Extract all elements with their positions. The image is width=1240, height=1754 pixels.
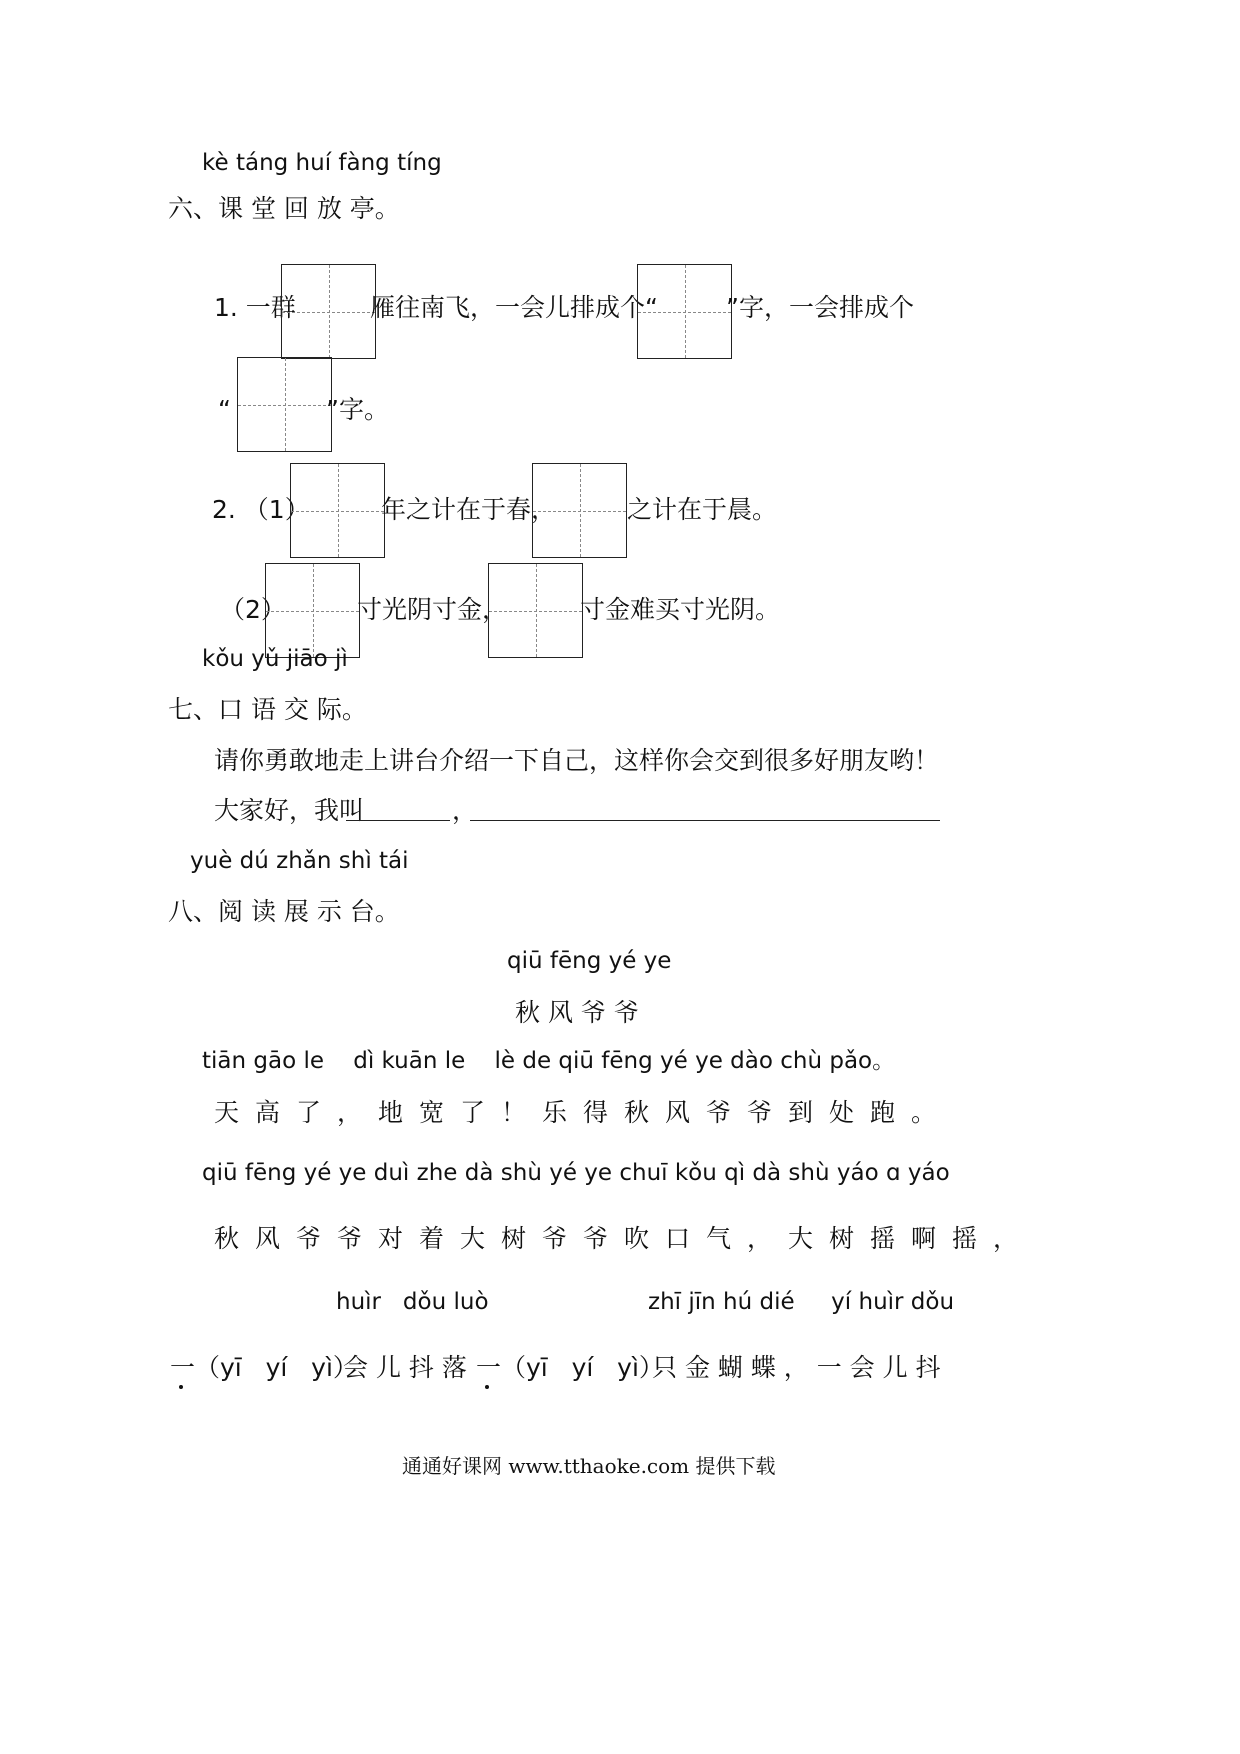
q1-text-b: 雁往南飞，一会儿排成个“ xyxy=(370,293,658,322)
section6-heading: 六、课 堂 回 放 亭。 xyxy=(168,194,400,223)
q3-answer-box-2[interactable] xyxy=(488,563,583,658)
q3-answer-box-1[interactable] xyxy=(265,563,360,658)
intro-comma: ， xyxy=(452,796,478,825)
line3-choice-1: 一（yī yí yì） xyxy=(170,1353,358,1382)
line3-text-d: 只 金 蝴 蝶 ， 一 会 儿 抖 xyxy=(652,1353,941,1382)
intro-blank-line[interactable] xyxy=(470,820,940,821)
q2-text-a: 2. （1） xyxy=(212,495,310,524)
q3-text-a: （2） xyxy=(220,595,286,624)
q2-answer-box-1[interactable] xyxy=(290,463,385,558)
intro-fill-label: 大家好，我叫 xyxy=(214,796,365,825)
q3-text-b: 寸光阴寸金， xyxy=(357,595,508,624)
q2-text-b: 年之计在于春， xyxy=(381,495,557,524)
q1-answer-box-1[interactable] xyxy=(281,264,376,359)
section6-pinyin: kè táng huí fàng tíng xyxy=(202,150,442,176)
q3-text-c: 寸金难买寸光阴。 xyxy=(580,595,781,624)
section8-pinyin: yuè dú zhǎn shì tái xyxy=(190,848,409,874)
line1-text: 天高了，地宽了！乐得秋风爷爷到处跑。 xyxy=(214,1098,953,1127)
line2-pinyin: qiū fēng yé ye duì zhe dà shù yé ye chuī kǒu qì dà shù yáo ɑ yáo xyxy=(202,1160,950,1186)
q1-text-d: “ xyxy=(218,395,231,424)
line3-choice-2: 一（yī yí yì） xyxy=(476,1353,664,1382)
section8-heading: 八、阅 读 展 示 台。 xyxy=(168,897,400,926)
name-blank-line[interactable] xyxy=(346,820,450,821)
q2-answer-box-2[interactable] xyxy=(532,463,627,558)
q1-answer-box-3[interactable] xyxy=(237,357,332,452)
line2-text: 秋风爷爷对着大树爷爷吹口气，大树摇啊摇， xyxy=(214,1224,1035,1253)
emphasis-dot-1 xyxy=(179,1385,183,1389)
q1-text-a: 1. 一群 xyxy=(214,293,296,322)
q1-text-c: ”字，一会排成个 xyxy=(726,293,914,322)
poem-title: 秋 风 爷 爷 xyxy=(515,998,639,1027)
q1-text-e: ”字。 xyxy=(326,395,389,424)
line1-pinyin: tiān gāo le dì kuān le lè de qiū fēng yé ye dào chù pǎo。 xyxy=(202,1048,896,1074)
footer-source: 通通好课网 www.tthaoke.com 提供下载 xyxy=(402,1454,776,1478)
section7-pinyin: kǒu yǔ jiāo jì xyxy=(202,646,348,672)
section7-heading: 七、口 语 交 际。 xyxy=(168,695,367,724)
line3-text-b: 会 儿 抖 落 xyxy=(343,1353,467,1382)
section7-prompt: 请你勇敢地走上讲台介绍一下自己，这样你会交到很多好朋友哟！ xyxy=(214,746,940,775)
line3-pinyin-a: huìr dǒu luò xyxy=(336,1289,489,1315)
poem-title-pinyin: qiū fēng yé ye xyxy=(507,948,672,974)
q1-answer-box-2[interactable] xyxy=(637,264,732,359)
line3-pinyin-b: zhī jīn hú dié yí huìr dǒu xyxy=(648,1289,955,1315)
emphasis-dot-2 xyxy=(485,1385,489,1389)
q2-text-c: 之计在于晨。 xyxy=(627,495,778,524)
